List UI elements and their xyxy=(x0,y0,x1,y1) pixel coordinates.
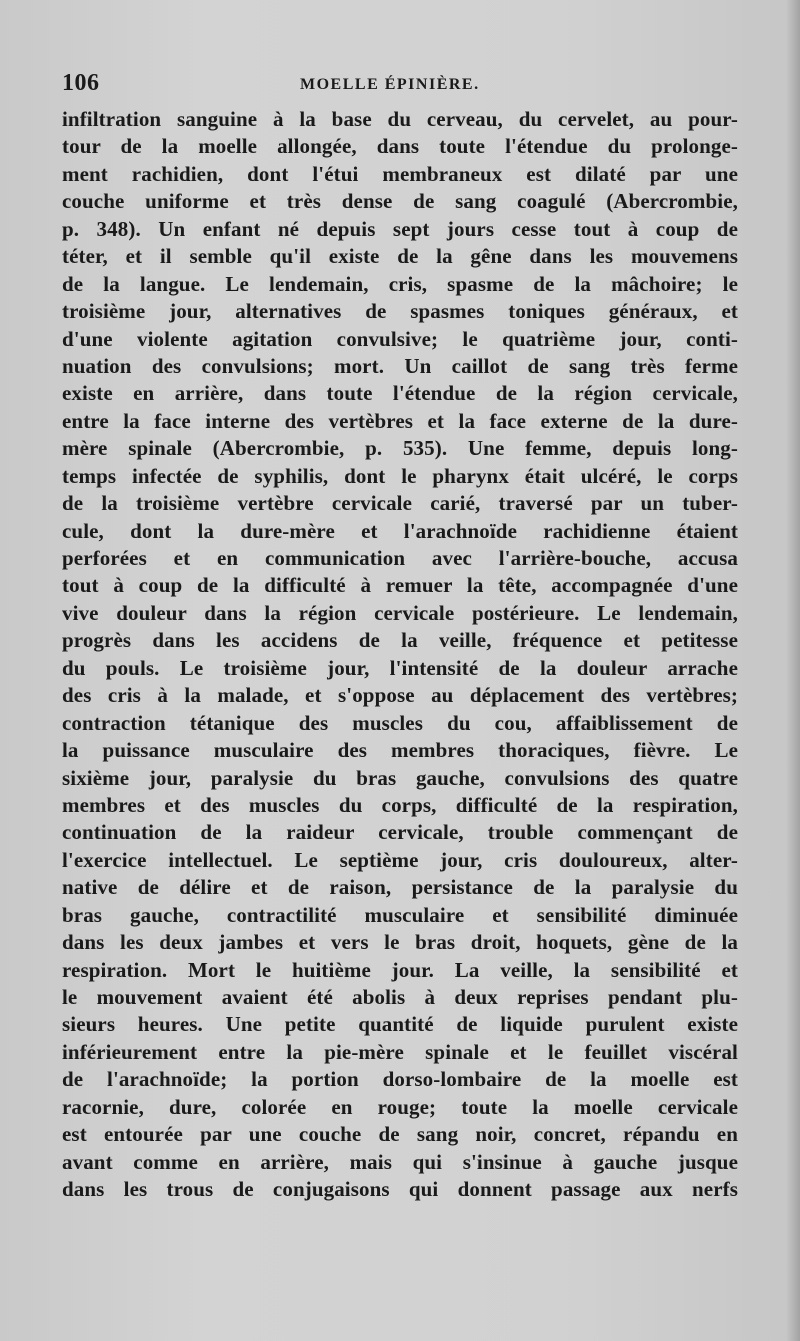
text-line: respiration. Mort le huitième jour. La veille, la sensibilité et xyxy=(62,957,738,982)
text-line: mère spinale (Abercrombie, p. 535). Une femme, depuis long- xyxy=(62,436,738,461)
page-number: 106 xyxy=(62,70,100,96)
text-line: inférieurement entre la pie-mère spinale et le feuillet viscéral xyxy=(62,1039,738,1064)
text-line: est entourée par une couche de sang noir, concret, répandu en xyxy=(62,1122,738,1147)
text-line: dans les deux jambes et vers le bras droit, hoquets, gène de la xyxy=(62,930,738,955)
page-header xyxy=(62,70,738,104)
text-line: existe en arrière, dans toute l'étendue de la région cervicale, xyxy=(62,381,738,406)
text-line: d'une violente agitation convulsive; le quatrième jour, conti- xyxy=(62,326,738,351)
text-line: avant comme en arrière, mais qui s'insinue à gauche jusque xyxy=(62,1149,738,1174)
page-edge-shadow xyxy=(786,0,800,1341)
text-line: temps infectée de syphilis, dont le pharynx était ulcéré, le corps xyxy=(62,463,738,488)
text-line: vive douleur dans la région cervicale postérieure. Le lendemain, xyxy=(62,600,738,625)
text-line: continuation de la raideur cervicale, trouble commençant de xyxy=(62,820,738,845)
text-line: infiltration sanguine à la base du cerveau, du cervelet, au pour- xyxy=(62,107,738,131)
text-line: l'exercice intellectuel. Le septième jour, cris douloureux, alter- xyxy=(62,847,738,872)
text-line: troisième jour, alternatives de spasmes toniques généraux, et xyxy=(62,299,738,324)
text-line: ment rachidien, dont l'étui membraneux est dilaté par une xyxy=(62,161,738,186)
text-line: sieurs heures. Une petite quantité de liquide purulent existe xyxy=(62,1012,738,1037)
text-line: contraction tétanique des muscles du cou, affaiblissement de xyxy=(62,710,738,735)
text-line: du pouls. Le troisième jour, l'intensité de la douleur arrache xyxy=(62,655,738,680)
text-line: racornie, dure, colorée en rouge; toute la moelle cervicale xyxy=(62,1094,738,1119)
text-line: membres et des muscles du corps, difficulté de la respiration, xyxy=(62,792,738,817)
text-line: la puissance musculaire des membres thoraciques, fièvre. Le xyxy=(62,738,738,763)
text-line: de la troisième vertèbre cervicale carié, traversé par un tuber- xyxy=(62,491,738,516)
body-text xyxy=(62,106,738,1204)
text-line: téter, et il semble qu'il existe de la gêne dans les mouvemens xyxy=(62,244,738,269)
text-line: de l'arachnoïde; la portion dorso-lombaire de la moelle est xyxy=(62,1067,738,1092)
text-line: couche uniforme et très dense de sang coagulé (Abercrombie, xyxy=(62,189,738,214)
text-line: des cris à la malade, et s'oppose au déplacement des vertèbres; xyxy=(62,683,738,708)
text-line: entre la face interne des vertèbres et la face externe de la dure- xyxy=(62,408,738,433)
text-line: p. 348). Un enfant né depuis sept jours cesse tout à coup de xyxy=(62,216,738,241)
text-line: le mouvement avaient été abolis à deux reprises pendant plu- xyxy=(62,985,738,1009)
text-line: dans les trous de conjugaisons qui donnent passage aux nerfs xyxy=(62,1177,738,1202)
text-line: de la langue. Le lendemain, cris, spasme de la mâchoire; le xyxy=(62,271,738,296)
text-line: nuation des convulsions; mort. Un caillot de sang très ferme xyxy=(62,353,738,378)
running-head: MOELLE ÉPINIÈRE. xyxy=(300,76,480,93)
text-line: native de délire et de raison, persistance de la paralysie du xyxy=(62,875,738,900)
text-line: cule, dont la dure-mère et l'arachnoïde rachidienne étaient xyxy=(62,518,738,543)
text-line: tour de la moelle allongée, dans toute l'étendue du prolonge- xyxy=(62,134,738,159)
text-line: bras gauche, contractilité musculaire et sensibilité diminuée xyxy=(62,902,738,927)
text-line: sixième jour, paralysie du bras gauche, convulsions des quatre xyxy=(62,765,738,790)
text-line: progrès dans les accidens de la veille, fréquence et petitesse xyxy=(62,628,738,653)
text-line: perforées et en communication avec l'arrière-bouche, accusa xyxy=(62,546,738,570)
text-line: tout à coup de la difficulté à remuer la tête, accompagnée d'une xyxy=(62,573,738,598)
